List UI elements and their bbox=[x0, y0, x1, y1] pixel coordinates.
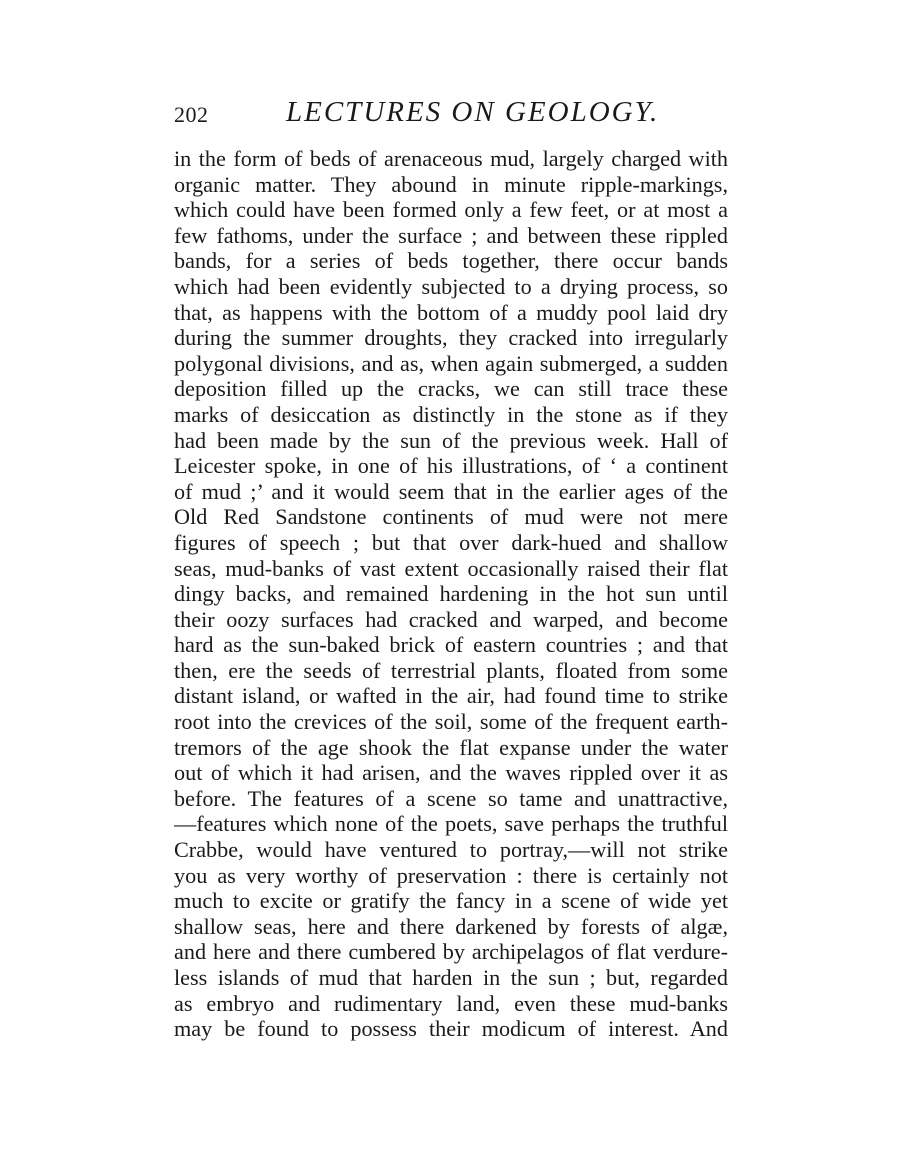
text-line: you as very worthy of preservation : there is certainly not bbox=[174, 862, 728, 888]
text-line: then, ere the seeds of terrestrial plants, floated from some bbox=[174, 657, 728, 683]
text-line: Leicester spoke, in one of his illustrations, of ‘ a continent bbox=[174, 453, 728, 479]
text-line: tremors of the age shook the flat expanse under the water bbox=[174, 734, 728, 760]
text-line: of mud ;’ and it would seem that in the earlier ages of the bbox=[174, 478, 728, 504]
page-number: 202 bbox=[174, 102, 209, 127]
text-line: marks of desiccation as distinctly in the stone as if they bbox=[174, 401, 728, 427]
text-line: dingy backs, and remained hardening in the hot sun until bbox=[174, 581, 728, 607]
text-line: shallow seas, here and there darkened by forests of algæ, bbox=[174, 913, 728, 939]
text-line: may be found to possess their modicum of interest. And bbox=[174, 1016, 728, 1042]
text-line: much to excite or gratify the fancy in a scene of wide yet bbox=[174, 888, 728, 914]
text-line: that, as happens with the bottom of a muddy pool laid dry bbox=[174, 299, 728, 325]
body-text bbox=[174, 146, 728, 1042]
text-line: and here and there cumbered by archipelagos of flat verdure- bbox=[174, 939, 728, 965]
text-line: in the form of beds of arenaceous mud, largely charged with bbox=[174, 146, 728, 171]
text-line: out of which it had arisen, and the waves rippled over it as bbox=[174, 760, 728, 786]
text-line: figures of speech ; but that over dark-hued and shallow bbox=[174, 529, 728, 555]
text-line: polygonal divisions, and as, when again submerged, a sudden bbox=[174, 350, 728, 376]
text-line: deposition filled up the cracks, we can still trace these bbox=[174, 376, 728, 402]
book-title: LECTURES ON GEOLOGY. bbox=[286, 96, 660, 128]
text-line: root into the crevices of the soil, some of the frequent earth- bbox=[174, 709, 728, 735]
text-line: their oozy surfaces had cracked and warped, and become bbox=[174, 606, 728, 632]
text-line: hard as the sun-baked brick of eastern countries ; and that bbox=[174, 632, 728, 658]
text-line: Crabbe, would have ventured to portray,—will not strike bbox=[174, 837, 728, 863]
text-line: bands, for a series of beds together, there occur bands bbox=[174, 248, 728, 274]
text-line: as embryo and rudimentary land, even these mud-banks bbox=[174, 990, 728, 1016]
text-line: seas, mud-banks of vast extent occasionally raised their flat bbox=[174, 555, 728, 581]
text-line: less islands of mud that harden in the sun ; but, regarded bbox=[174, 965, 728, 990]
text-line: before. The features of a scene so tame and unattractive, bbox=[174, 785, 728, 811]
text-line: Old Red Sandstone continents of mud were not mere bbox=[174, 504, 728, 530]
text-line: which could have been formed only a few feet, or at most a bbox=[174, 197, 728, 223]
text-line: had been made by the sun of the previous week. Hall of bbox=[174, 427, 728, 453]
text-line: organic matter. They abound in minute ripple-markings, bbox=[174, 171, 728, 197]
text-line: which had been evidently subjected to a drying process, so bbox=[174, 273, 728, 299]
text-line: few fathoms, under the surface ; and between these rippled bbox=[174, 222, 728, 248]
running-head bbox=[174, 96, 734, 136]
text-line: —features which none of the poets, save perhaps the truthful bbox=[174, 811, 728, 837]
text-line: distant island, or wafted in the air, had found time to strike bbox=[174, 683, 728, 709]
text-line: during the summer droughts, they cracked into irregularly bbox=[174, 325, 728, 351]
